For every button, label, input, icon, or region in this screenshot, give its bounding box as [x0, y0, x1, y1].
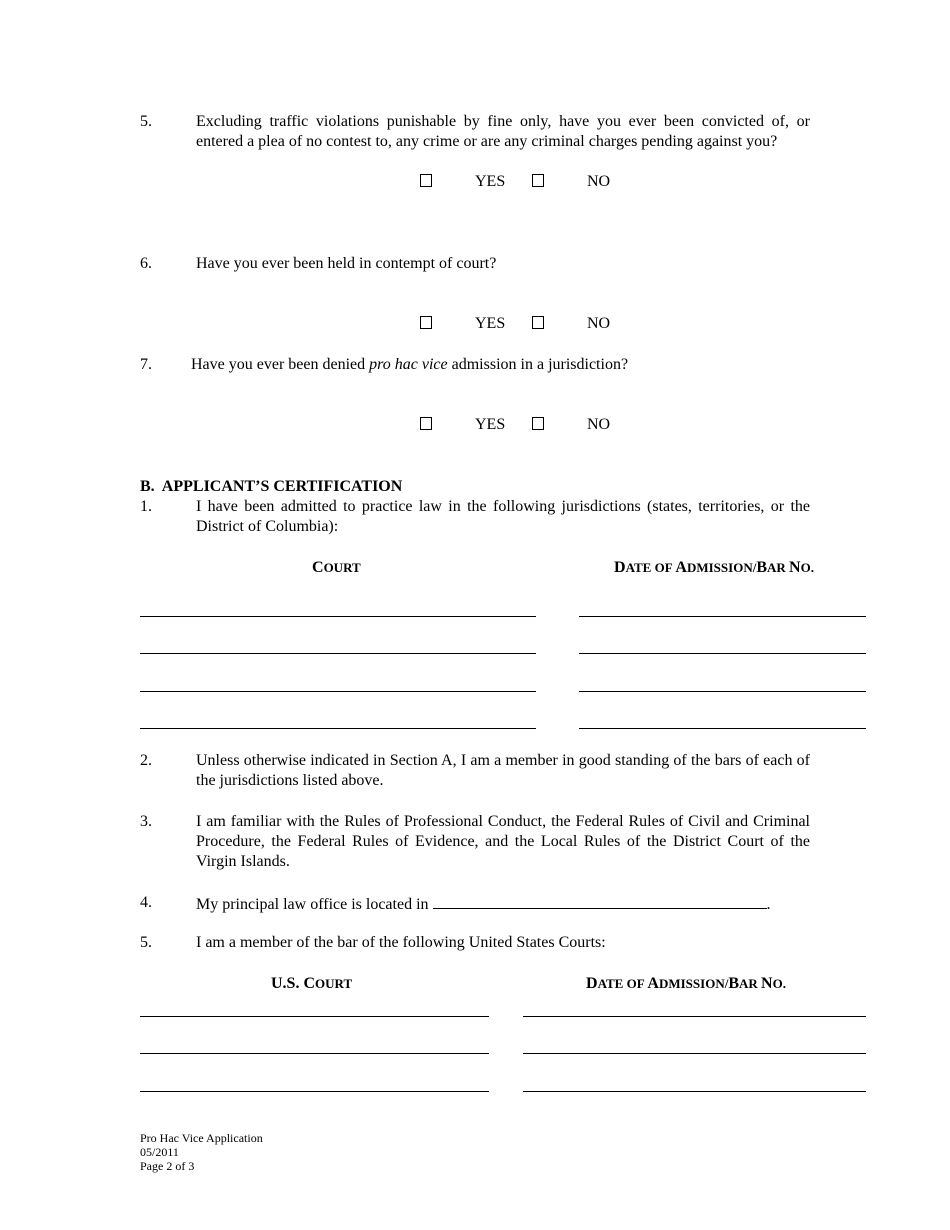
us-date-admission-entry-line[interactable]: [523, 1091, 866, 1092]
us-date-admission-entry-line[interactable]: [523, 1016, 866, 1017]
header-part: D: [586, 975, 598, 992]
item-1-text: I have been admitted to practice law in the following jurisdictions (states, territories, or the District of Columbia):: [196, 498, 810, 535]
header-part: DMISSION/: [658, 976, 729, 991]
principal-law-office-field[interactable]: [433, 893, 767, 909]
question-7-yes-checkbox[interactable]: [420, 417, 432, 430]
item-2-number: 2.: [140, 752, 152, 769]
court-entry-line[interactable]: [140, 616, 536, 617]
item-2-text: Unless otherwise indicated in Section A, I am a member in good standing of the bars of each of the jurisdictions listed above.: [196, 752, 810, 789]
us-court-header-prefix: U.S.: [271, 975, 304, 992]
court-column-header: [312, 558, 361, 578]
item-4-text: [196, 893, 771, 915]
question-7-text: [191, 355, 628, 375]
court-entry-line[interactable]: [140, 728, 536, 729]
us-court-column-header: [271, 974, 352, 994]
court-entry-line[interactable]: [140, 691, 536, 692]
question-7-number: 7.: [140, 356, 152, 373]
header-part: DMISSION/: [686, 560, 757, 575]
question-5-text: Excluding traffic violations punishable by fine only, have you ever been convicted of, or entered a plea of no contest to, any crime or are any criminal charges pending against you?: [196, 113, 810, 150]
item-3-number: 3.: [140, 813, 152, 830]
question-7-yes-label: YES: [475, 416, 506, 433]
section-b-heading: B. APPLICANT’S CERTIFICATION: [140, 478, 403, 495]
court-header-rest: OURT: [323, 560, 361, 575]
header-part: A: [647, 975, 659, 992]
question-5-yes-label: YES: [475, 173, 506, 190]
question-6-yes-label: YES: [475, 315, 506, 332]
header-part: O.: [772, 976, 786, 991]
question-5-no-checkbox[interactable]: [532, 174, 544, 187]
question-5-yes-checkbox[interactable]: [420, 174, 432, 187]
question-7-no-label: NO: [587, 416, 611, 433]
item-4-period: .: [766, 896, 771, 913]
date-admission-entry-line[interactable]: [579, 616, 866, 617]
header-part: B: [728, 975, 739, 992]
date-admission-entry-line[interactable]: [579, 653, 866, 654]
us-court-entry-line[interactable]: [140, 1053, 489, 1054]
item-3-text: I am familiar with the Rules of Professional Conduct, the Federal Rules of Civil and Criminal Procedure, the Federal Rules of Evidence, and the Local Rules of the District Court of the Virgin Islands.: [196, 813, 810, 870]
header-part: AR: [739, 976, 762, 991]
question-6-yes-checkbox[interactable]: [420, 316, 432, 329]
item-5-number: 5.: [140, 934, 152, 951]
item-4-number: 4.: [140, 894, 152, 911]
us-court-header-rest: OURT: [315, 976, 353, 991]
us-date-admission-entry-line[interactable]: [523, 1053, 866, 1054]
header-part: A: [675, 559, 687, 576]
question-6-no-label: NO: [587, 315, 611, 332]
question-5-no-label: NO: [587, 173, 611, 190]
us-court-entry-line[interactable]: [140, 1016, 489, 1017]
header-part: N: [789, 559, 801, 576]
court-entry-line[interactable]: [140, 653, 536, 654]
footer: [140, 1131, 263, 1173]
item-1-number: 1.: [140, 498, 152, 515]
court-header-initial: C: [312, 559, 324, 576]
question-7-no-checkbox[interactable]: [532, 417, 544, 430]
header-part: B: [756, 559, 767, 576]
header-part: O.: [800, 560, 814, 575]
header-part: ATE OF: [625, 560, 676, 575]
us-date-admission-column-header: [586, 974, 786, 994]
question-7-text-italic: pro hac vice: [369, 356, 448, 373]
header-part: ATE OF: [597, 976, 648, 991]
us-court-entry-line[interactable]: [140, 1091, 489, 1092]
question-6-text: Have you ever been held in contempt of court?: [196, 255, 497, 272]
header-part: AR: [767, 560, 790, 575]
question-5-number: 5.: [140, 113, 152, 130]
item-5-text: I am a member of the bar of the following United States Courts:: [196, 934, 606, 951]
question-6-number: 6.: [140, 255, 152, 272]
item-4-label: My principal law office is located in: [196, 896, 433, 913]
header-part: N: [761, 975, 773, 992]
date-admission-entry-line[interactable]: [579, 728, 866, 729]
question-6-no-checkbox[interactable]: [532, 316, 544, 329]
footer-title: Pro Hac Vice Application: [140, 1131, 263, 1145]
date-admission-column-header: [614, 558, 814, 578]
footer-date: 05/2011: [140, 1145, 179, 1159]
footer-page-number: Page 2 of 3: [140, 1159, 195, 1173]
question-7-text-before: Have you ever been denied: [191, 356, 370, 373]
us-court-header-initial: C: [303, 975, 316, 992]
question-7-text-after: admission in a jurisdiction?: [447, 356, 629, 373]
date-admission-entry-line[interactable]: [579, 691, 866, 692]
header-part: D: [614, 559, 626, 576]
